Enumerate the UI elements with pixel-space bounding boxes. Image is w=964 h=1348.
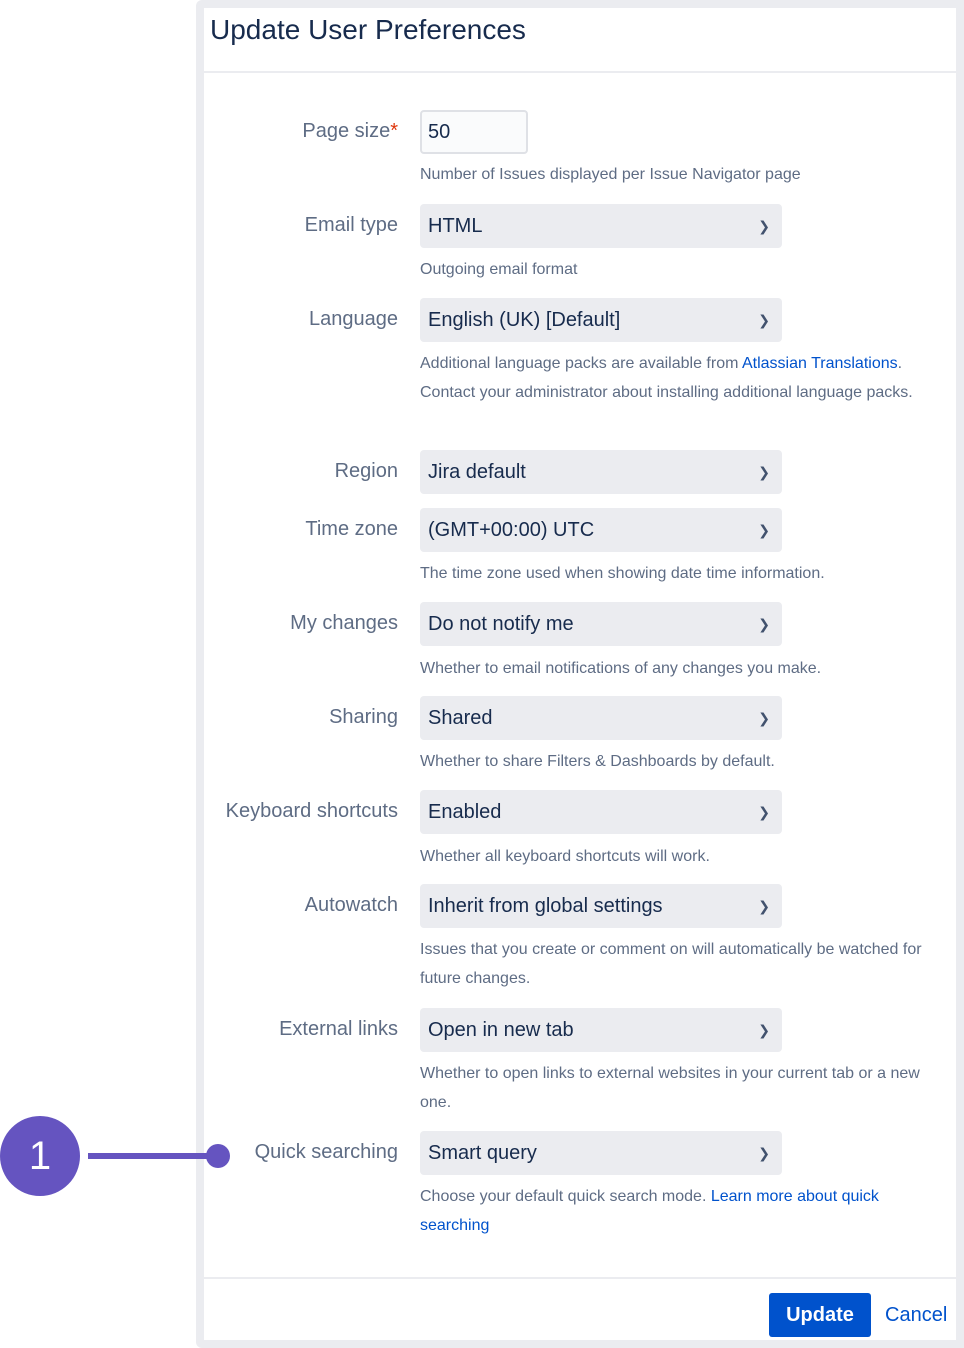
language-help	[420, 349, 940, 407]
region-select[interactable]	[420, 450, 782, 494]
time-zone-select[interactable]	[420, 508, 782, 552]
dialog-title: Update User Preferences	[210, 14, 526, 45]
email-type-help: Outgoing email format	[420, 261, 578, 278]
select-value: HTML	[428, 215, 483, 237]
select-value: English (UK) [Default]	[428, 309, 621, 331]
select-value: Inherit from global settings	[428, 895, 663, 917]
label-text: Page size	[302, 120, 391, 142]
chevron-down-icon: ❯	[758, 312, 770, 328]
sharing-select[interactable]	[420, 696, 782, 740]
select-value: (GMT+00:00) UTC	[428, 519, 595, 541]
external-links-label: External links	[279, 1018, 398, 1040]
autowatch-label: Autowatch	[304, 894, 398, 916]
chevron-down-icon: ❯	[758, 522, 770, 538]
my-changes-label: My changes	[290, 612, 398, 634]
autowatch-help: Issues that you create or comment on will automatically be watched for future changes.	[420, 941, 922, 987]
keyboard-shortcuts-select[interactable]	[420, 790, 782, 834]
header-divider	[204, 71, 964, 73]
chevron-down-icon: ❯	[758, 1145, 770, 1161]
chevron-down-icon: ❯	[758, 898, 770, 914]
language-label: Language	[309, 308, 398, 330]
language-select[interactable]	[420, 298, 782, 342]
chevron-down-icon: ❯	[758, 1022, 770, 1038]
quick-searching-help	[420, 1182, 920, 1240]
help-text: . Contact your administrator about installing additional language packs.	[420, 355, 913, 401]
external-links-help: Whether to open links to external websites in your current tab or a new one.	[420, 1065, 920, 1111]
callout-badge: 1	[0, 1116, 80, 1196]
region-label: Region	[334, 460, 398, 482]
select-value: Open in new tab	[428, 1019, 574, 1041]
chevron-down-icon: ❯	[758, 464, 770, 480]
page-size-input[interactable]: 50	[420, 110, 528, 154]
select-value: Jira default	[428, 461, 526, 483]
select-value: Shared	[428, 707, 493, 729]
quick-searching-select[interactable]	[420, 1131, 782, 1175]
chevron-down-icon: ❯	[758, 710, 770, 726]
my-changes-help: Whether to email notifications of any changes you make.	[420, 660, 822, 677]
chevron-down-icon: ❯	[758, 218, 770, 234]
keyboard-shortcuts-label: Keyboard shortcuts	[225, 800, 398, 822]
footer-divider	[204, 1277, 964, 1279]
cancel-link[interactable]: Cancel	[885, 1304, 948, 1326]
autowatch-select[interactable]	[420, 884, 782, 928]
callout-dot	[206, 1144, 230, 1168]
my-changes-select[interactable]	[420, 602, 782, 646]
help-text: Additional language packs are available from	[420, 355, 742, 372]
select-value: Enabled	[428, 801, 502, 823]
required-marker: *	[390, 120, 398, 142]
callout-line	[88, 1153, 214, 1159]
email-type-select[interactable]	[420, 204, 782, 248]
page-size-help: Number of Issues displayed per Issue Navigator page	[420, 166, 801, 183]
atlassian-translations-link[interactable]: Atlassian Translations	[741, 355, 898, 372]
update-button[interactable]: Update	[769, 1293, 871, 1337]
keyboard-shortcuts-help: Whether all keyboard shortcuts will work.	[420, 848, 710, 865]
sharing-help: Whether to share Filters & Dashboards by default.	[420, 753, 775, 770]
help-text: Choose your default quick search mode.	[420, 1188, 711, 1205]
select-value: Do not notify me	[428, 613, 574, 635]
chevron-down-icon: ❯	[758, 804, 770, 820]
sharing-label: Sharing	[329, 706, 398, 728]
quick-searching-label: Quick searching	[254, 1141, 398, 1163]
chevron-down-icon: ❯	[758, 616, 770, 632]
select-value: Smart query	[428, 1142, 537, 1164]
learn-more-link[interactable]: Learn more about quick searching	[420, 1188, 879, 1234]
external-links-select[interactable]	[420, 1008, 782, 1052]
page-size-label	[302, 120, 398, 143]
time-zone-help: The time zone used when showing date time information.	[420, 565, 825, 582]
time-zone-label: Time zone	[305, 518, 398, 540]
email-type-label: Email type	[304, 214, 398, 236]
